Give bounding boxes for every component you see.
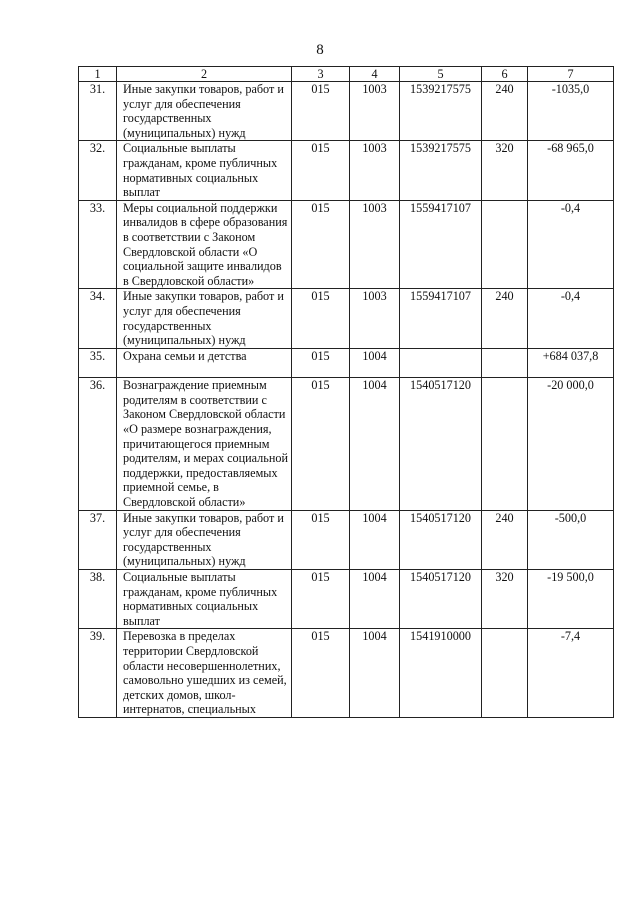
row-code-5: 1539217575 [400,141,482,200]
row-amount: -19 500,0 [528,570,614,629]
column-header: 1 [79,67,117,82]
row-code-5: 1541910000 [400,629,482,718]
row-code-6: 320 [482,141,528,200]
row-name: Социальные выплаты гражданам, кроме публичных нормативных социальных выплат [117,141,292,200]
column-header: 7 [528,67,614,82]
row-code-3: 015 [292,629,350,718]
page-number: 8 [316,42,324,58]
row-code-3: 015 [292,82,350,141]
row-code-5: 1539217575 [400,82,482,141]
row-number: 34. [79,289,117,348]
row-amount: -0,4 [528,200,614,289]
row-code-4: 1004 [350,348,400,378]
row-number: 38. [79,570,117,629]
row-amount: -68 965,0 [528,141,614,200]
row-code-5 [400,348,482,378]
row-code-3: 015 [292,378,350,510]
row-code-6 [482,200,528,289]
column-header: 6 [482,67,528,82]
budget-table [78,66,614,718]
table-row [79,570,614,629]
row-number: 37. [79,510,117,569]
header-row [79,67,614,82]
row-number: 36. [79,378,117,510]
row-amount: -0,4 [528,289,614,348]
row-code-5: 1540517120 [400,510,482,569]
row-number: 33. [79,200,117,289]
table-row [79,348,614,378]
row-amount: +684 037,8 [528,348,614,378]
row-code-6: 240 [482,510,528,569]
table-row [79,378,614,510]
row-name: Социальные выплаты гражданам, кроме публичных нормативных социальных выплат [117,570,292,629]
row-amount: -20 000,0 [528,378,614,510]
row-name: Иные закупки товаров, работ и услуг для обеспечения государственных (муниципальных) нужд [117,82,292,141]
column-header: 2 [117,67,292,82]
row-amount: -1035,0 [528,82,614,141]
row-code-3: 015 [292,348,350,378]
row-amount: -7,4 [528,629,614,718]
row-code-5: 1540517120 [400,570,482,629]
row-amount: -500,0 [528,510,614,569]
table-row [79,82,614,141]
row-code-4: 1003 [350,289,400,348]
row-code-4: 1004 [350,629,400,718]
row-number: 39. [79,629,117,718]
table-row [79,141,614,200]
row-code-4: 1004 [350,378,400,510]
row-name: Перевозка в пределах территории Свердловской области несовершеннолетних, самовольно ушедших из семей, детских домов, школ-интернатов, специальных [117,629,292,718]
row-code-5: 1540517120 [400,378,482,510]
row-code-6 [482,378,528,510]
row-code-5: 1559417107 [400,200,482,289]
row-code-4: 1003 [350,82,400,141]
table-row [79,510,614,569]
row-code-6 [482,629,528,718]
row-number: 32. [79,141,117,200]
row-name: Охрана семьи и детства [117,348,292,378]
row-code-4: 1003 [350,141,400,200]
table-row [79,289,614,348]
row-code-3: 015 [292,141,350,200]
column-header: 4 [350,67,400,82]
row-code-6: 240 [482,289,528,348]
column-header: 5 [400,67,482,82]
row-code-4: 1004 [350,570,400,629]
row-code-3: 015 [292,570,350,629]
row-number: 31. [79,82,117,141]
column-header: 3 [292,67,350,82]
table-row [79,629,614,718]
row-code-4: 1004 [350,510,400,569]
table-row [79,200,614,289]
row-code-6 [482,348,528,378]
row-code-4: 1003 [350,200,400,289]
row-code-6: 320 [482,570,528,629]
row-code-3: 015 [292,289,350,348]
row-name: Меры социальной поддержки инвалидов в сфере образования в соответствии с Законом Свердловской области «О социальной защите инвалидов в Свердловской области» [117,200,292,289]
row-code-6: 240 [482,82,528,141]
row-code-3: 015 [292,510,350,569]
row-name: Иные закупки товаров, работ и услуг для обеспечения государственных (муниципальных) нужд [117,510,292,569]
row-number: 35. [79,348,117,378]
row-code-3: 015 [292,200,350,289]
row-code-5: 1559417107 [400,289,482,348]
row-name: Иные закупки товаров, работ и услуг для обеспечения государственных (муниципальных) нужд [117,289,292,348]
row-name: Вознаграждение приемным родителям в соответствии с Законом Свердловской области «О размере вознаграждения, причитающегося приемным родителям, и мерах социальной поддержки, предоставляемых приемной семье, в Свердловской области» [117,378,292,510]
